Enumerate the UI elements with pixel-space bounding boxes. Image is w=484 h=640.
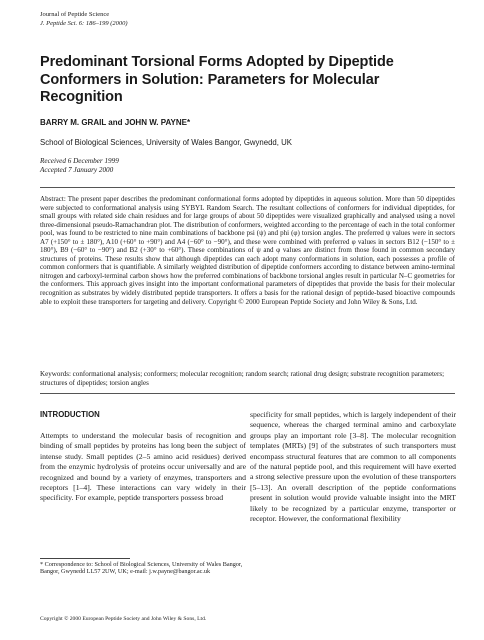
footnote-rule [40,558,130,559]
article-dates [40,157,119,175]
keywords: Keywords: conformational analysis; conformers; molecular recognition; random search; rational drug design; substrate recognition parameters; structures of dipeptides; torsion angles [40,370,445,387]
intro-paragraph-left: Attempts to understand the molecular basis of recognition and binding of small peptides by proteins has long been the subject of intense study. Small peptides (2–5 amino acid residues) derived from the enzymic hydrolysis of proteins occur universally and are recognized and bound by a variety of enzymes, transporters and receptors [1–4]. These interactions can vary widely in their specificity. For example, peptide transporters possess broad [40,431,246,503]
correspondence-footnote: * Correspondence to: School of Biological Sciences, University of Wales Bangor, Bangor, Gwynedd LL57 2UW, UK; e-mail: j.w.payne@bangor.ac.uk [40,561,243,576]
journal-name: Journal of Peptide Science [40,11,110,18]
journal-header [40,11,128,28]
affiliation: School of Biological Sciences, University of Wales Bangor, Gwynedd, UK [40,138,292,147]
copyright-line: Copyright © 2000 European Peptide Society and John Wiley & Sons, Ltd. [40,616,207,622]
article-title: Predominant Torsional Forms Adopted by Dipeptide Conformers in Solution: Parameters for Molecular Recognition [40,54,394,105]
accepted-date: Accepted 7 January 2000 [40,165,114,174]
abstract-top-rule [40,187,455,188]
right-column [250,410,456,524]
left-column [40,410,246,504]
authors: BARRY M. GRAIL and JOHN W. PAYNE* [40,118,191,127]
section-heading-introduction: INTRODUCTION [40,410,100,419]
intro-paragraph-right: specificity for small peptides, which is largely independent of their sequence, whereas the charged terminal amino and carboxylate groups play an important role [3–8]. The molecular recognition templates (MRTs) [9] of the substrates of such transporters must encompass structural features that are common to all components of the natural peptide pool, and this requirement will have exerted a strong selective pressure upon the evolution of these transporters [5–13]. An overall description of the peptide conformations present in solution would provide valuable insight into the MRT likely to be recognized by a particular enzyme, transporter or receptor. However, the conformational flexibility [250,410,456,524]
received-date: Received 6 December 1999 [40,157,119,165]
abstract: Abstract: The present paper describes the predominant conformational forms adopted by dipeptides in aqueous solution. More than 50 dipeptides were subjected to conformational analysis using SYBYL Random Search. The resultant collections of conformers for individual dipeptides, for small groups with related side chain residues and for large groups of about 50 dipeptides were visualized graphically and analysed using a novel three-dimensional pseudo-Ramachandran plot. The distribution of conformers, weighted according to the percentage of each in the total conformer pool, was found to be restricted to nine main combinations of backbone psi (ψ) and phi (φ) torsion angles. The preferred ψ values were in sectors A7 (+150° to ± 180°), A10 (+60° to +90°) and A4 (−60° to −90°), and these were combined with preferred φ values in sectors B12 (−150° to ± 180°), B9 (−60° to −90°) and B2 (+30° to +60°). These combinations of ψ and φ values are distinct from those found in common secondary structures of proteins. These results show that although dipeptides can each adopt many conformations in solution, each possesses a profile of common conformers that is quantifiable. A similarly weighted distribution of dipeptide conformers according to distance between amino-terminal nitrogen and carboxyl-terminal carbon shows how the preferred combinations of backbone torsional angles result in particular N–C geometries for the conformers. This approach gives insight into the important conformational parameters of dipeptides that provide the basis for their molecular recognition as substrates by widely distributed peptide transporters. It offers a basis for the rational design of peptide-based bioactive compounds able to exploit these transporters for targeting and delivery. Copyright © 2000 European Peptide Society and John Wiley & Sons, Ltd. [40,195,455,306]
journal-citation: J. Peptide Sci. 6: 186–199 (2000) [40,19,128,27]
abstract-bottom-rule [40,393,455,394]
